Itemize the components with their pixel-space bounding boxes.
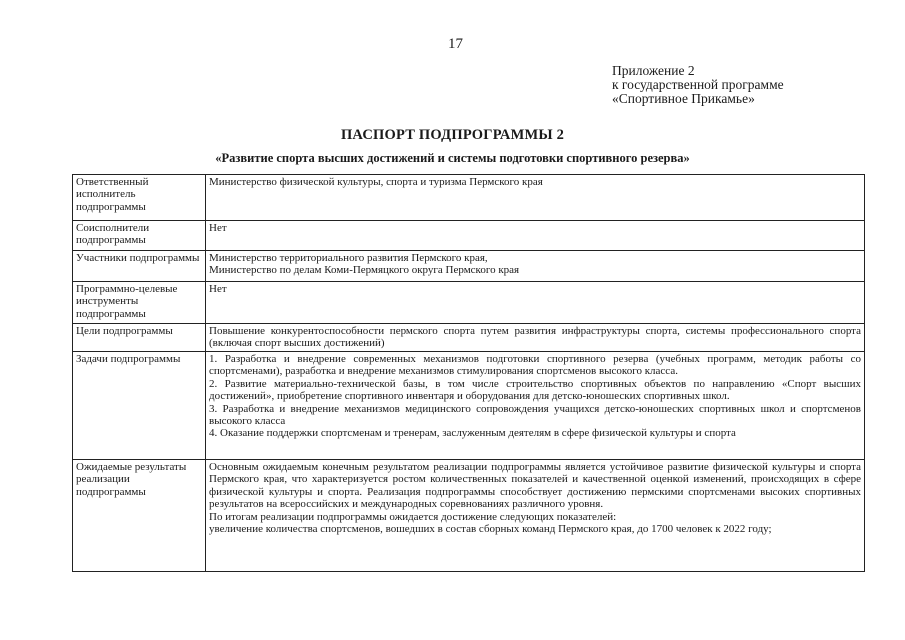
table-row-tasks: [73, 352, 865, 460]
content-paragraph: 4. Оказание поддержки спортсменам и тренерам, заслуженным деятелям в сфере физической культуры и спорта: [209, 427, 736, 440]
row-content: [206, 221, 865, 251]
row-content: [206, 460, 865, 572]
row-label: Ответственный исполнитель подпрограммы: [73, 175, 206, 221]
row-label: Программно-целевые инструменты подпрограммы: [73, 282, 206, 324]
table-row-expected-results: [73, 460, 865, 572]
annex-line-3: «Спортивное Прикамье»: [612, 91, 755, 106]
page-number: 17: [448, 36, 463, 52]
content-paragraph: Нет: [209, 222, 227, 234]
row-content: [206, 352, 865, 460]
row-label: Ожидаемые результаты реализации подпрограммы: [73, 460, 206, 572]
table-row-co-executors: [73, 221, 865, 251]
content-paragraph: 1. Разработка и внедрение современных механизмов подготовки спортивного резерва (учебных программ, методик работы со спортсменами), разработка и внедрение механизмов стимулирования спортсменов высокого класса.: [209, 353, 861, 378]
content-paragraph: Министерство физической культуры, спорта и туризма Пермского края: [209, 176, 543, 188]
content-paragraph: Нет: [209, 283, 227, 295]
content-paragraph: По итогам реализации подпрограммы ожидается достижение следующих показателей:: [209, 510, 617, 523]
annex-line-1: Приложение 2: [612, 63, 695, 78]
content-paragraph: Повышение конкурентоспособности пермского спорта путем развития инфраструктуры спорта, системы профессионального спорта (включая спорт высших достижений): [209, 325, 861, 350]
row-content: [206, 324, 865, 352]
content-paragraph: 2. Развитие материально-технической базы, в том числе строительство спортивных объектов по направлению «Спорт высших достижений», приобретение спортивного инвентаря и оборудования для детско-юношеских спортивных школ.: [209, 377, 861, 403]
row-label: Участники подпрограммы: [73, 251, 206, 282]
document-subtitle: «Развитие спорта высших достижений и системы подготовки спортивного резерва»: [215, 151, 690, 165]
row-label: Соисполнители подпрограммы: [73, 221, 206, 251]
table-row-responsible-executor: [73, 175, 865, 221]
content-paragraph: увеличение количества спортсменов, вошедших в состав сборных команд Пермского края, до 1700 человек к 2022 году;: [209, 523, 772, 536]
row-content: [206, 282, 865, 324]
row-content: [206, 251, 865, 282]
content-paragraph: Министерство по делам Коми-Пермяцкого округа Пермского края: [209, 264, 520, 277]
content-paragraph: Министерство территориального развития Пермского края,: [209, 252, 488, 264]
content-paragraph: 3. Разработка и внедрение механизмов медицинского сопровождения учащихся детско-юношеских спортивных школ и спортсменов высокого класса: [209, 402, 861, 428]
content-paragraph: Основным ожидаемым конечным результатом реализации подпрограммы является устойчивое развитие физической культуры и спорта Пермского края, что характеризуется ростом количественных показателей и качественной оценкой изменений, происходящих в сфере физической культуры и спорта. Реализация подпрограммы способствует достижению пермскими спортсменами высоких спортивных результатов на всероссийских и международных соревнованиях различного уровня.: [209, 461, 861, 511]
table-row-participants: [73, 251, 865, 282]
row-content: [206, 175, 865, 221]
row-label: Цели подпрограммы: [73, 324, 206, 352]
document-title: ПАСПОРТ ПОДПРОГРАММЫ 2: [340, 127, 565, 143]
annex-block: [612, 64, 784, 106]
table-row-goals: [73, 324, 865, 352]
annex-line-2: к государственной программе: [612, 77, 784, 92]
passport-table: [72, 174, 865, 572]
row-label: Задачи подпрограммы: [73, 352, 206, 460]
table-row-program-tools: [73, 282, 865, 324]
